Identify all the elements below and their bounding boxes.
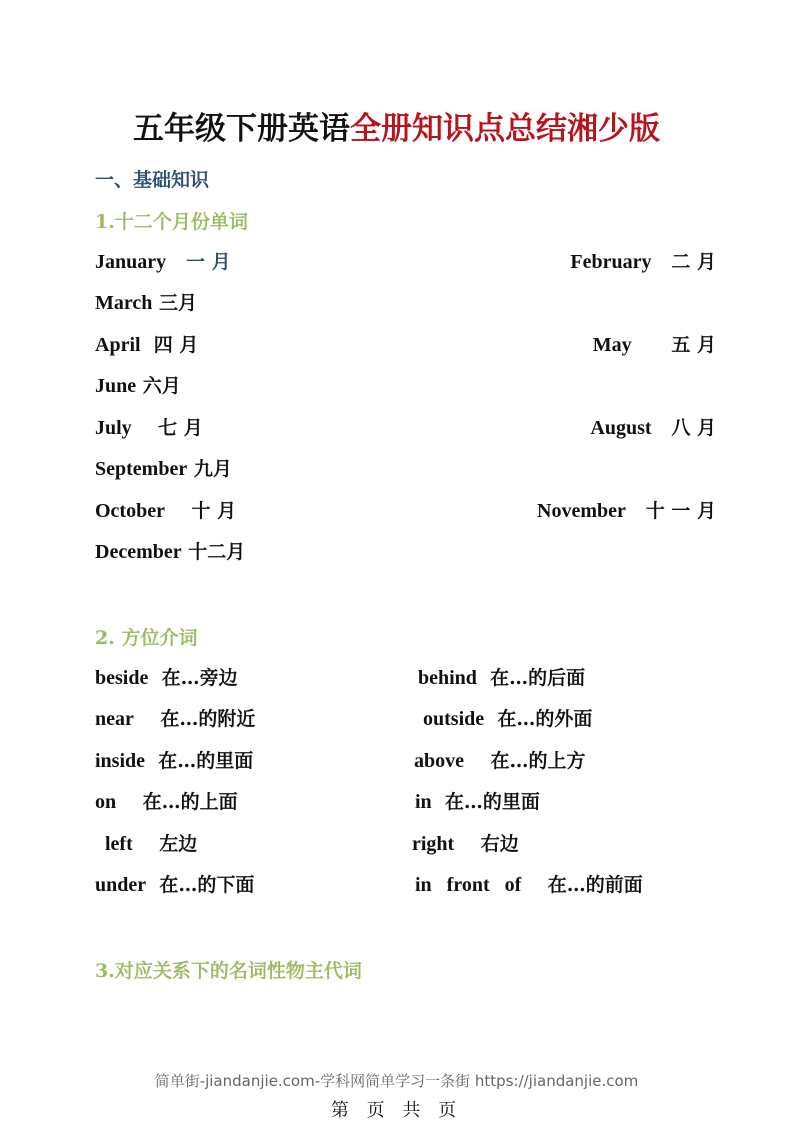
preposition-word: near — [95, 708, 134, 730]
preposition-above — [414, 749, 585, 773]
preposition-beside — [95, 666, 238, 690]
month-meaning: 九月 — [193, 458, 232, 480]
title-part-black: 五年级下册英语 — [133, 111, 350, 147]
month-march — [95, 291, 197, 315]
preposition-under — [95, 873, 254, 897]
month-june — [95, 374, 181, 398]
preposition-word: under — [95, 874, 147, 896]
month-meaning: 四 月 — [153, 334, 199, 356]
preposition-word: in front of — [415, 874, 522, 896]
preposition-word: inside — [95, 750, 146, 772]
month-october — [95, 499, 236, 523]
month-meaning: 二 月 — [671, 251, 716, 273]
month-meaning: 六月 — [142, 375, 181, 397]
preposition-meaning: 在…的外面 — [497, 708, 593, 730]
preposition-meaning: 在…的里面 — [444, 791, 540, 813]
preposition-word: on — [95, 791, 117, 813]
month-word: February — [570, 251, 652, 273]
preposition-meaning: 右边 — [480, 833, 519, 855]
month-meaning: 十二月 — [188, 541, 246, 563]
preposition-meaning: 在…旁边 — [161, 667, 238, 689]
month-april — [95, 333, 198, 357]
month-word: January — [95, 251, 167, 273]
preposition-word: in — [415, 791, 432, 813]
preposition-meaning: 左边 — [159, 833, 198, 855]
month-word: March — [95, 292, 153, 314]
month-word: December — [95, 541, 182, 563]
footer-source: 简单街-jiandanjie.com-学科网简单学习一条街 https://jiandanjie.com — [154, 1072, 639, 1090]
month-july — [95, 416, 203, 440]
subheading-prepositions: 2. 方位介词 — [95, 627, 198, 649]
preposition-inside — [95, 749, 253, 773]
month-meaning: 十 月 — [191, 500, 237, 522]
month-september — [95, 457, 232, 481]
month-word: May — [592, 334, 632, 356]
preposition-word: behind — [418, 667, 477, 689]
month-word: April — [95, 334, 141, 356]
preposition-in-front-of — [415, 873, 643, 897]
month-word: July — [95, 417, 132, 439]
title-part-red: 全册知识点总结湘少版 — [350, 111, 660, 147]
page-title — [0, 103, 793, 148]
preposition-word: right — [412, 833, 455, 855]
preposition-meaning: 在…的上面 — [142, 791, 238, 813]
month-december — [95, 540, 245, 564]
month-august — [590, 416, 716, 440]
month-november — [537, 499, 716, 523]
month-word: November — [537, 500, 626, 522]
footer-page-number: 第 页 共 页 — [330, 1100, 463, 1121]
month-word: June — [95, 375, 137, 397]
month-meaning: 五 月 — [671, 334, 716, 356]
section-heading-basics: 一、基础知识 — [95, 169, 210, 191]
preposition-word: outside — [423, 708, 485, 730]
preposition-meaning: 在…的上方 — [490, 750, 586, 772]
month-meaning: 七 月 — [158, 417, 203, 439]
preposition-meaning: 在…的下面 — [159, 874, 255, 896]
preposition-behind — [418, 666, 585, 690]
month-meaning: 一 月 — [185, 251, 231, 273]
month-word: September — [95, 458, 188, 480]
preposition-meaning: 在…的附近 — [160, 708, 256, 730]
month-word: August — [590, 417, 652, 439]
month-word: October — [95, 500, 165, 522]
month-january — [95, 250, 231, 274]
preposition-meaning: 在…的里面 — [158, 750, 254, 772]
month-meaning: 十 一 月 — [645, 500, 716, 522]
preposition-meaning: 在…的前面 — [547, 874, 643, 896]
subheading-pronouns: 3.对应关系下的名词性物主代词 — [95, 960, 362, 982]
month-may — [593, 333, 716, 357]
preposition-meaning: 在…的后面 — [490, 667, 586, 689]
preposition-word: beside — [95, 667, 149, 689]
preposition-word: left — [105, 833, 133, 855]
preposition-left — [105, 832, 197, 856]
preposition-outside — [423, 707, 592, 731]
month-meaning: 八 月 — [671, 417, 716, 439]
preposition-in — [415, 790, 540, 814]
subheading-months: 1.十二个月份单词 — [95, 211, 248, 233]
preposition-right — [412, 832, 519, 856]
month-meaning: 三月 — [159, 292, 198, 314]
preposition-on — [95, 790, 238, 814]
month-february — [570, 250, 716, 274]
preposition-near — [95, 707, 255, 731]
preposition-word: above — [414, 750, 464, 772]
